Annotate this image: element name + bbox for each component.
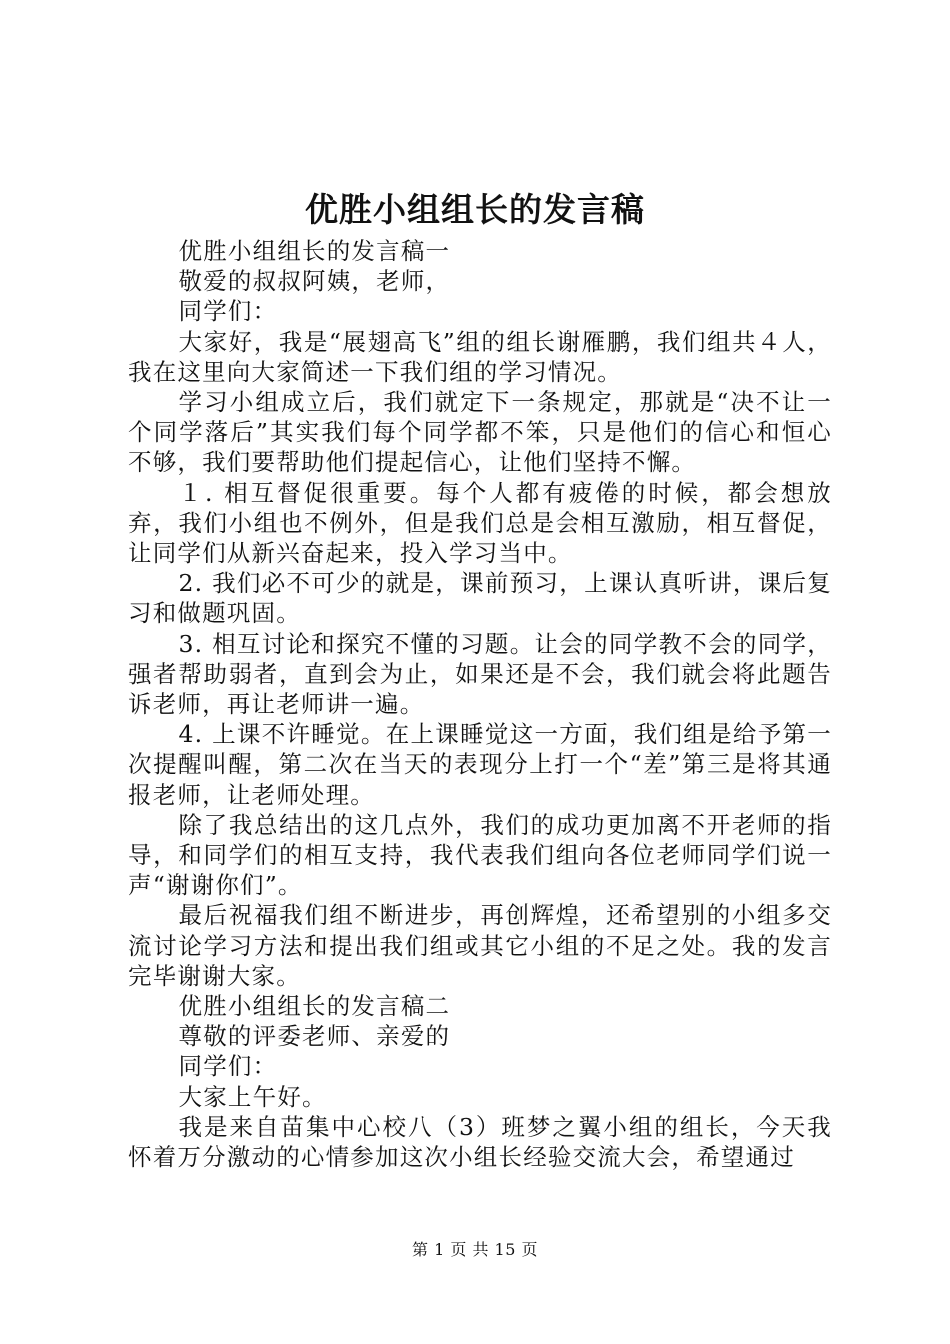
paragraph-self-intro: 我是来自苗集中心校八（3）班梦之翼小组的组长，今天我怀着万分激动的心情参加这次小组长经验交流大会，希望通过 [128, 1112, 832, 1172]
paragraph-subheading-1: 优胜小组组长的发言稿一 [178, 237, 451, 265]
paragraph-subheading-2: 优胜小组组长的发言稿二 [178, 992, 451, 1021]
paragraph-intro: 大家好，我是“展翅高飞”组的组长谢雁鹏，我们组共４人，我在这里向大家简述一下我们组的学习情况。 [128, 327, 832, 386]
paragraph-salutation-cont: 同学们： [178, 297, 278, 326]
paragraph-point-1: １. 相互督促很重要。每个人都有疲倦的时候，都会想放弃，我们小组也不例外，但是我们总是会相互激励，相互督促，让同学们从新兴奋起来，投入学习当中。 [128, 478, 832, 568]
paragraph-greeting: 大家上午好。 [178, 1082, 327, 1111]
paragraph-closing: 最后祝福我们组不断进步，再创辉煌，还希望别的小组多交流讨论学习方法和提出我们组或其它小组的不足之处。我的发言完毕谢谢大家。 [128, 901, 832, 990]
document-title: 优胜小组组长的发言稿 [305, 190, 645, 229]
paragraph-salutation-2: 尊敬的评委老师、亲爱的 [178, 1022, 451, 1051]
paragraph-point-4: 4. 上课不许睡觉。在上课睡觉这一方面，我们组是给予第一次提醒叫醒，第二次在当天的表现分上打一个“差”第三是将其通报老师，让老师处理。 [128, 720, 832, 809]
paragraph-point-2: 2. 我们必不可少的就是，课前预习，上课认真听讲，课后复习和做题巩固。 [128, 569, 832, 628]
paragraph-point-3: 3. 相互讨论和探究不懂的习题。让会的同学教不会的同学，强者帮助弱者，直到会为止，如果还是不会，我们就会将此题告诉老师，再让老师讲一遍。 [128, 629, 832, 719]
paragraph-thanks: 除了我总结出的这几点外，我们的成功更加离不开老师的指导，和同学们的相互支持，我代表我们组向各位老师同学们说一声“谢谢你们”。 [128, 810, 832, 900]
paragraph-salutation: 敬爱的叔叔阿姨，老师， [178, 267, 451, 296]
paragraph-salutation-2-cont: 同学们： [178, 1052, 278, 1081]
document-body [128, 236, 832, 1172]
paragraph-rule: 学习小组成立后，我们就定下一条规定，那就是“决不让一个同学落后”其实我们每个同学都不笨，只是他们的信心和恒心不够，我们要帮助他们提起信心，让他们坚持不懈。 [128, 388, 832, 477]
page-footer: 第 1 页 共 15 页 [412, 1240, 538, 1259]
